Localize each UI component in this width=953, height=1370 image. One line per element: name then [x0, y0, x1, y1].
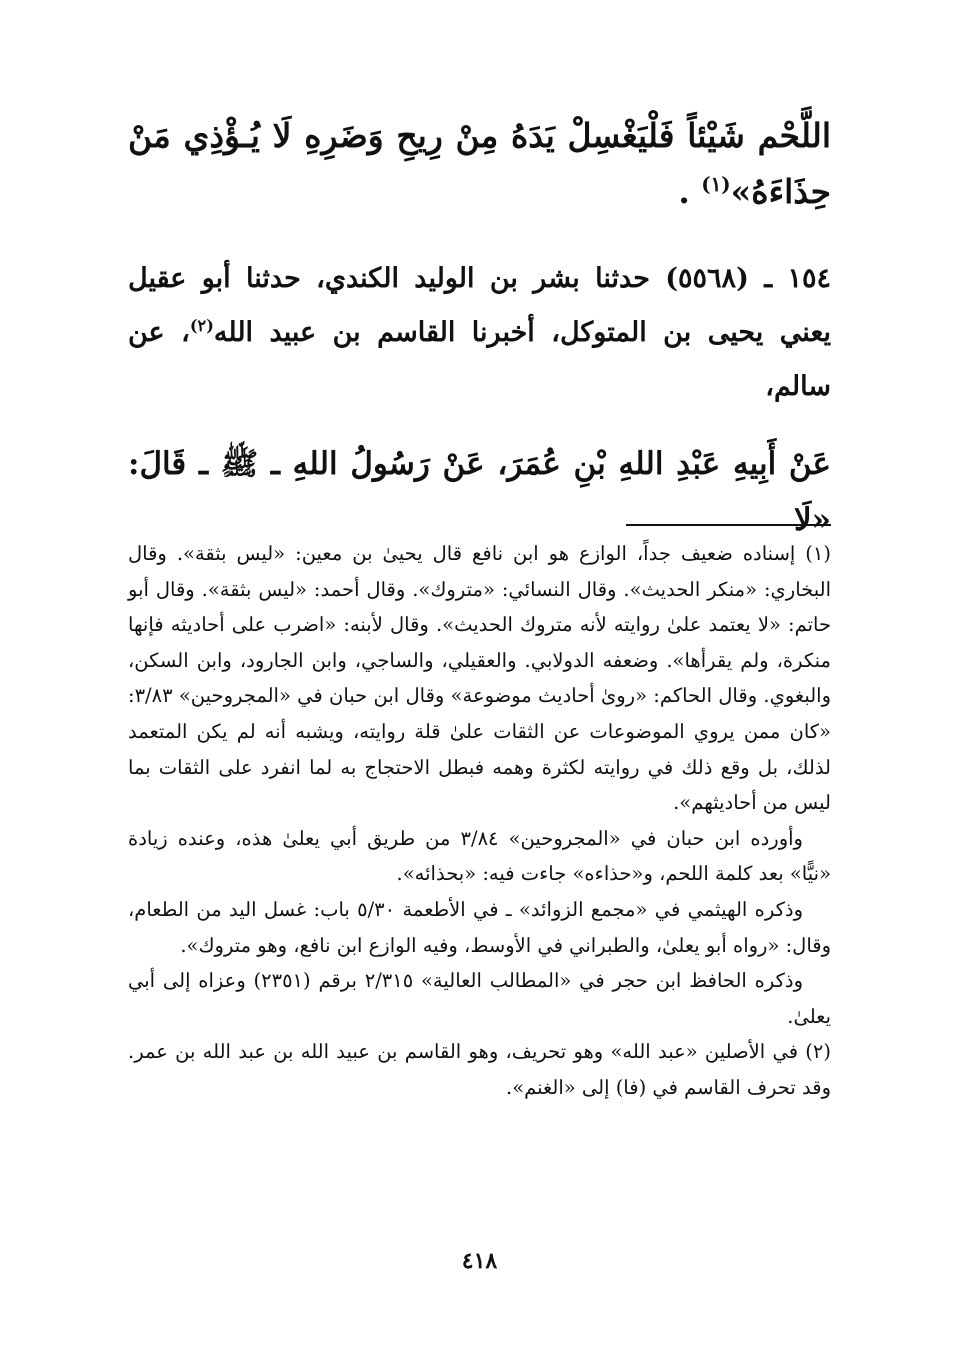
footnote-paragraph-4: وذكره الحافظ ابن حجر في «المطالب العالية» ٢/٣١٥ برقم (٢٣٥١) وعزاه إلى أبي يعلىٰ. [128, 969, 831, 1028]
page-number: ٤١٨ [461, 1248, 498, 1274]
narration-number: ١٥٤ ـ (٥٥٦٨) [665, 263, 831, 294]
footnote-paragraph-3: وذكره الهيثمي في «مجمع الزوائد» ـ في الأطعمة ٥/٣٠ باب: غسل اليد من الطعام، وقال: «رواه أبو يعلىٰ، والطبراني في الأوسط، وفيه الوازع ابن نافع، وهو متروك». [128, 897, 831, 957]
hadith-start-text: عَنْ أَبِيهِ عَبْدِ اللهِ بْنِ عُمَرَ، عَنْ رَسُولُ اللهِ ـ ﷺ ـ قَالَ: «لَا [128, 446, 831, 538]
footnotes-section [128, 536, 831, 1106]
hadith-end-trail: . [678, 172, 702, 211]
hadith-text-continuation [128, 108, 831, 220]
footnote-paragraph-1: (١) إسناده ضعيف جداً، الوازع هو ابن نافع قال يحيىٰ بن معين: «ليس بثقة». وقال البخاري: «منكر الحديث». وقال النسائي: «متروك». وقال أحمد: «ليس بثقة». وقال أبو حاتم: «لا يعتمد علىٰ روايته لأنه متروك الحديث». وقال لأبنه: «اضرب على أحاديثه فإنها منكرة، ولم يقرأها». وضعفه الدولابي. والعقيلي، والساجي، وابن الجارود، وابن السكن، والبغوي. وقال الحاكم: «روىٰ أحاديث موضوعة» وقال ابن حبان في «المجروحين» ٣/٨٣: «كان ممن يروي الموضوعات عن الثقات علىٰ قلة روايته، ويشبه أنه لم يكن المتعمد لذلك، بل وقع ذلك في روايته لكثرة وهمه فبطل الاحتجاج به لما انفرد على الثقات بما ليس من أحاديثهم». [128, 542, 831, 815]
narration-text-part1: حدثنا بشر بن الوليد الكندي، حدثنا أبو عقيل يعني يحيى بن المتوكل، أخبرنا القاسم بن عبيد الله [128, 263, 831, 348]
footnote-ref-2: (٢) [189, 316, 214, 335]
footnote-ref-1: (١) [701, 172, 731, 196]
footnote-paragraph-2: وأورده ابن حبان في «المجروحين» ٣/٨٤ من طريق أبي يعلىٰ هذه، وعنده زيادة «نيًّا» بعد كلمة اللحم، و«حذاءه» جاءت فيه: «بحذائه». [128, 826, 831, 886]
narration-text-part2: ، عن سالم، [128, 317, 831, 402]
book-page [128, 0, 831, 1370]
footnote-paragraph-5: (٢) في الأصلين «عبد الله» وهو تحريف، وهو القاسم بن عبيد الله بن عبد الله بن عمر. وقد تحرف القاسم في (فا) إلى «الغنم». [128, 1040, 831, 1099]
hadith-end-text: اللَّحْم شَيْئاً فَلْيَغْسِلْ يَدَهُ مِنْ رِيحِ وَضَرِهِ لَا يُـؤْذِي مَنْ حِذَاءَهُ» [128, 116, 831, 211]
footnote-divider [626, 524, 831, 526]
hadith-text-start [128, 436, 831, 548]
narration-chain [128, 252, 831, 414]
